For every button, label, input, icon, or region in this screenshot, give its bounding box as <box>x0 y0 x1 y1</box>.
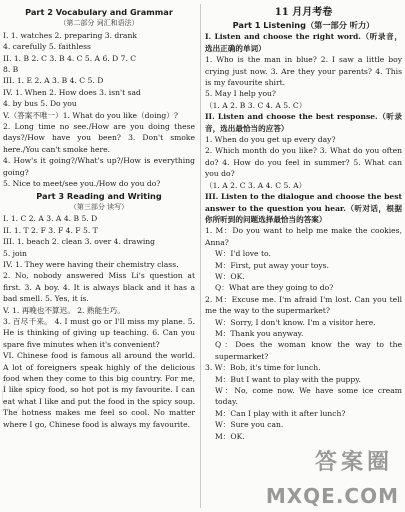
section-heading: II. Listen and choose the best response.（听录音，选出最恰当的应答） <box>205 112 402 133</box>
answer-line: 2. Long time no see./How are you doing these days?/How have you been? 3. Don't smoke here./You can't smoke here. <box>3 122 195 154</box>
left-column <box>3 6 195 430</box>
part3-heading: Part 3 Reading and Writing <box>36 190 162 201</box>
watermark-logo: 答案圈 <box>314 450 393 475</box>
dialogue-line: Q：Does the woman know the way to the supermarket? <box>215 340 402 361</box>
answer-line: III. 1. E 2. A 3. B 4. C 5. D <box>3 76 104 86</box>
part3-subheading: （第三部分 读写） <box>69 202 129 211</box>
dialogue-line: W：Sure you can. <box>215 420 284 430</box>
answer-line: 4. carefully 5. faithless <box>3 42 91 52</box>
dialogue-line: 2. M：Excuse me. I'm afraid I'm lost. Can you tell me the way to the supermarket? <box>205 294 402 316</box>
answer-line: III. 1. beach 2. clean 3. over 4. drawing <box>3 237 156 247</box>
right-column <box>205 6 402 442</box>
column-divider <box>200 4 201 508</box>
script-line: 2. Which month do you like? 3. What do you often do? 4. How do you feel in summer? 5. What can you do? <box>205 146 402 179</box>
answer-line: 3. 百尽千来。 4. I must go or I'll miss my plane. 5. He is thinking of giving up teaching. 6. Can you spare five minutes when it's convenient? <box>3 316 195 349</box>
answer-line: V. 1. 再晚也不算迟。 2. 熟能生巧。 <box>3 305 125 315</box>
answer-key: （1. A 2. B 3. C 4. A 5. C） <box>205 100 307 110</box>
script-line: 5. May I help you? <box>205 89 276 99</box>
section-label: VI. <box>3 351 14 361</box>
answer-key: （1. A 2. C 3. A 4. C 5. A） <box>205 180 307 190</box>
dialogue-line: W：OK. <box>215 271 245 281</box>
dialogue-line: 1. M：Do you want to help me make the cookies, Anna? <box>205 226 402 247</box>
answer-line: 5. Nice to meet/see you./How do you do? <box>3 179 161 189</box>
dialogue-line: W：No, come now. We have some ice cream today. <box>215 386 402 407</box>
script-line: 1. When do you get up every day? <box>205 135 336 145</box>
dialogue-line: Q：What are they going to do? <box>215 283 334 293</box>
answer-line: IV. 1. They were having their chemistry class. <box>3 259 179 269</box>
dialogue-line: W：I'd love to. <box>215 249 271 259</box>
answer-line: II. 1. T 2. F 3. F 4. F 5. T <box>3 225 98 235</box>
answer-line: 4. How's it going?/What's up?/How is everything going? <box>3 156 195 177</box>
dialogue-line: M：But I want to play with the puppy. <box>215 374 361 384</box>
script-line: 1. Who is the man in blue? 2. I saw a little boy crying just now. 3. Are they your parents? 4. This is my favourite shirt. <box>205 55 402 88</box>
section-heading: I. Listen and choose the right word.（听录音，选出正确的单词） <box>205 32 402 53</box>
part2-subheading: （第二部分 词汇和语法） <box>59 19 139 28</box>
section-heading: III. Listen to the dialogue and choose the best answer to the question you hear.（听对话，根据你所听到的问题选择最恰当的答案） <box>205 192 402 224</box>
answer-line: I. 1. watches 2. preparing 3. drank <box>3 30 137 40</box>
watermark-url: MXQE.COM <box>265 484 399 508</box>
answer-line: 8. B <box>3 65 19 75</box>
dialogue-line: M：OK. <box>215 431 245 441</box>
binding-hole-mark <box>2 378 22 414</box>
essay-paragraph: Chinese food is famous all around the world. A lot of foreigners speak highly of the delicious food when they come to this big country. For me, I like spicy food, so hot pot is my favourite. I can eat what I like and put the food in the spicy soup. The hotness makes me feel so cool. No matter where I go, Chinese food is always my favourite. <box>3 351 195 429</box>
answer-line: V.（答案不唯一）1. What do you like（doing）? <box>3 110 178 120</box>
dialogue-line: W：Sorry, I don't know. I'm a visitor here. <box>215 317 376 327</box>
dialogue-line: M：Thank you anyway. <box>215 328 304 338</box>
part2-heading: Part 2 Vocabulary and Grammar <box>25 7 173 17</box>
dialogue-line: M：Can I play with it after lunch? <box>215 408 346 418</box>
answer-line: II. 1. B 2. C 3. B 4. C 5. A 6. D 7. C <box>3 53 137 63</box>
answer-line: 4. by bus 5. Do you <box>3 99 77 109</box>
exam-title: 11 月月考卷 <box>274 7 333 18</box>
answer-line: IV. 1. When 2. How does 3. isn't sad <box>3 87 141 97</box>
part1-heading: Part 1 Listening（第一部分 听力） <box>232 20 375 30</box>
dialogue-line: 3. W：Bob, it's time for lunch. <box>205 363 321 373</box>
answer-line: 2. No, nobody answered Miss Li's question at first. 3. A boy. 4. It is always black and it has a bad smell. 5. Yes, it is. <box>3 271 195 304</box>
answer-line: 5. join <box>3 248 27 258</box>
answer-line: I. 1. C 2. A 3. A 4. B 5. D <box>3 214 98 224</box>
dialogue-line: M：First, put away your toys. <box>215 260 329 270</box>
